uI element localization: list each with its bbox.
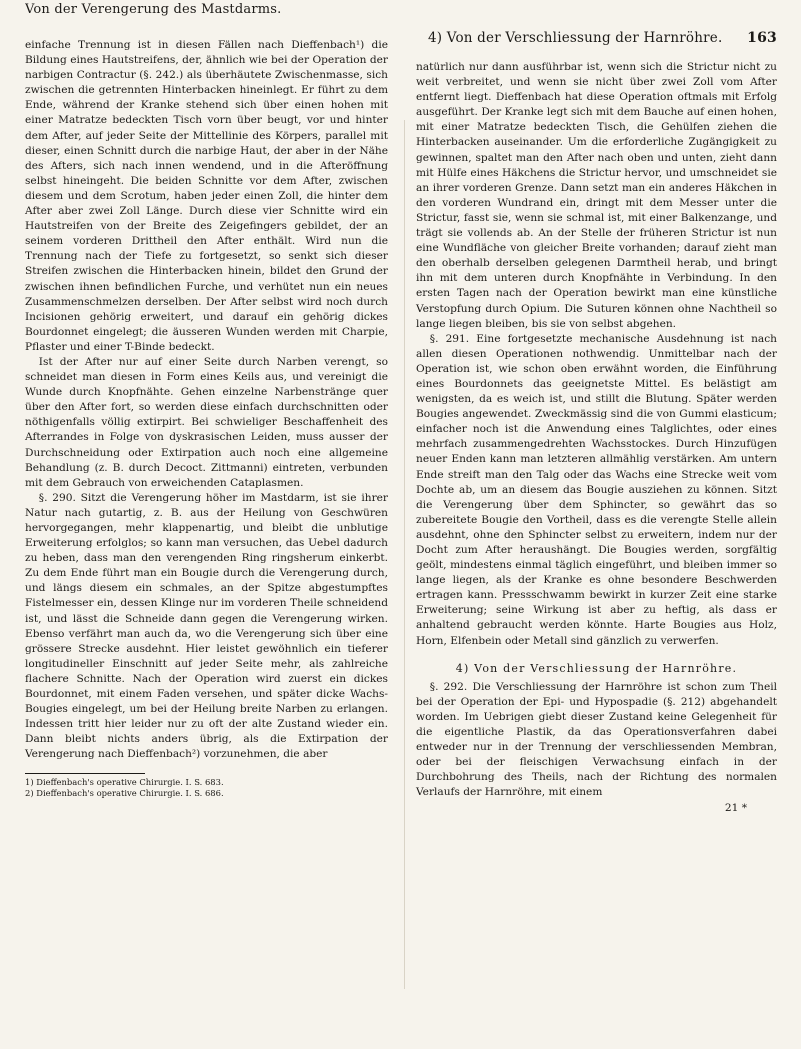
paragraph: §. 292. Die Verschliessung der Harnröhre ist schon zum Theil bei der Operation der Epi- und Hypospadie (§. 212) abgehandelt worden. Im Uebrigen giebt dieser Zustand keine Gelegenheit für die eigentliche Plastik, da das Operationsverfahren dabei entweder nur in der Trennung der verschliessenden Membran, oder bei der fleischigen Verwachsung einfach in der Durchbohrung des Theils, nach der Richtung des normalen Verlaufs der Harnröhre, mit einem xyxy=(416,680,777,799)
section-heading: 4) Von der Verschliessung der Harnröhre. xyxy=(455,661,738,675)
paragraph: §. 290. Sitzt die Verengerung höher im Mastdarm, ist sie ihrer Natur nach gutartig, z. B. aus der Heilung von Geschwüren hervorgegangen, mehr klappenartig, und bleibt die unblutige Erweiterung erfolglos; so kann man versuchen, das Uebel dadurch zu heben, dass man den verengenden Ring ringsherum einkerbt. Zu dem Ende führt man ein Bougie durch die Verengerung durch, und längs diesem ein schmales, an der Spitze abgestumpftes Fistelmesser ein, dessen Klinge nur im vorderen Theile schneidend ist, und lässt die Schneide dann gegen die Verengerung wirken. Ebenso verfährt man auch da, wo die Verengerung sich über eine grössere Strecke ausdehnt. Hier leistet gewöhnlich ein tieferer longitudineller Einschnitt auf jeder Seite mehr, als zahlreiche flachere Schnitte. Nach der Operation wird zuerst ein dickes Bourdonnet, mit einem Faden versehen, und später dicke Wachs-Bougies eingelegt, um bei der Heilung breite Narben zu erlangen. Indessen tritt hier leider nur zu oft der alte Zustand wieder ein. Dann bleibt nichts anders übrig, als die Extirpation der Verengerung nach Dieffenbach²) vorzunehmen, die aber xyxy=(25,491,388,761)
paragraph: einfache Trennung ist in diesen Fällen nach Dieffenbach¹) die Bildung eines Hautstreifens, der, ähnlich wie bei der Operation der narbigen Contractur (§. 242.) als überhäutete Zwischenmasse, sich zwischen die getrennten Hinterbacken hineinlegt. Er führt zu dem Ende, während der Kranke stehend sich über einen hohen mit einer Matratze bedeckten Tisch vorn über beugt, vor und hinter dem After, auf jeder Seite der Mittellinie des Körpers, parallel mit dieser, einen Schnitt durch die narbige Haut, der aber in der Nähe des Afters, sich nach innen wendend, und in die Afteröffnung selbst hineingeht. Die beiden Schnitte vor dem After, zwischen diesem und dem Scrotum, haben jeder einen Zoll, die hinter dem After aber zwei Zoll Länge. Durch diese vier Schnitte wird ein Hautstreifen von der Breite des Zeigefingers gebildet, der an seinem vorderen Drittheil den After enthält. Wird nun die Trennung nach der Tiefe zu fortgesetzt, so senkt sich dieser Streifen zwischen die Hinterbacken hinein, bildet den Grund der zwischen ihnen befindlichen Furche, und verhütet nun ein neues Zusammenschmelzen derselben. Der After selbst wird noch durch Incisionen gehörig erweitert, und darauf ein gehörig dickes Bourdonnet eingelegt; die äusseren Wunden werden mit Charpie, Pflaster und einer T-Binde bedeckt. xyxy=(25,39,388,353)
footnote: 1) Dieffenbach's operative Chirurgie. I. S. 683. xyxy=(25,776,224,787)
footnotes xyxy=(25,771,388,799)
page-number: 163 xyxy=(747,30,777,46)
running-head-left: Von der Verengerung des Mastdarms. xyxy=(25,2,282,17)
paragraph: §. 291. Eine fortgesetzte mechanische Ausdehnung ist nach allen diesen Operationen nothwendig. Unmittelbar nach der Operation ist, wie schon oben erwähnt worden, die Einführung eines Bourdonnets das geeignetste Mittel. Es belästigt am wenigsten, da es weich ist, und stillt die Blutung. Später werden Bougies angewendet. Zweckmässig sind die von Gummi elasticum; einfacher noch ist die Anwendung eines Talglichtes, oder eines mehrfach zusammengedrehten Wachsstockes. Durch Hinzufügen neuer Enden kann man letzteren allmählig verstärken. Am untern Ende streift man den Talg oder das Wachs eine Strecke weit vom Dochte ab, um an diesem das Bougie ausziehen zu können. Sitzt die Verengerung über dem Sphincter, so gewährt das so zubereitete Bougie den Vortheil, dass es die verengte Stelle allein ausdehnt, ohne den Sphincter selbst zu erweitern, indem nur der Docht zum After heraushängt. Die Bougies werden, sorgfältig geölt, mindestens einmal täglich eingeführt, und bleiben immer so lange liegen, als der Kranke es ohne besondere Beschwerden ertragen kann. Pressschwamm bewirkt in kurzer Zeit eine starke Erweiterung; seine Wirkung ist aber zu heftig, als dass er anhaltend gebraucht werden könnte. Harte Bougies aus Holz, Horn, Elfenbein oder Metall sind gänzlich zu verwerfen. xyxy=(416,332,777,647)
running-head-title: 4) Von der Verschliessung der Harnröhre. xyxy=(428,30,723,46)
left-body-text xyxy=(25,38,388,763)
paragraph: Ist der After nur auf einer Seite durch Narben verengt, so schneidet man diesen in Form eines Keils aus, und vereinigt die Wunde durch Knopfnähte. Gehen einzelne Narbenstränge quer über den After fort, so werden diese einfach durchschnitten oder nöthigenfalls völlig extirpirt. Bei schwieliger Beschaffenheit des Afterrandes in Folge von dyskrasischen Leiden, muss ausser der Durchschneidung oder Extirpation auch noch eine allgemeine Behandlung (z. B. durch Decoct. Zittmanni) eintreten, verbunden mit dem Gebrauch von erweichenden Cataplasmen. xyxy=(25,355,388,489)
footnote: 2) Dieffenbach's operative Chirurgie. I. S. 686. xyxy=(25,787,224,798)
right-body-text xyxy=(416,60,777,816)
paragraph: natürlich nur dann ausführbar ist, wenn sich die Strictur nicht zu weit verbreitet, und wenn sie nicht über zwei Zoll vom After entfernt liegt. Dieffenbach hat diese Operation oftmals mit Erfolg ausgeführt. Der Kranke legt sich mit dem Bauche auf einen hohen, mit einer Matratze bedeckten Tisch, die Gehülfen ziehen die Hinterbacken auseinander. Um die erforderliche Zugängigkeit zu gewinnen, spaltet man den After nach oben und unten, zieht dann mit Hülfe eines Häkchens die Strictur hervor, und umschneidet sie an ihrer vorderen Grenze. Dann setzt man ein anderes Häkchen in den vorderen Wundrand ein, dringt mit dem Messer unter die Strictur, fasst sie, wenn sie schmal ist, mit einer Balkenzange, und trägt sie vollends ab. An der Stelle der früheren Strictur ist nun eine Wundfläche von gleicher Breite vorhanden; darauf zieht man den oberhalb derselben gelegenen Darmtheil herab, und bringt ihn mit dem unteren durch Knopfnähte in Verbindung. In den ersten Tagen nach der Operation bewirkt man eine künstliche Verstopfung durch Opium. Die Suturen können ohne Nachtheil so lange liegen bleiben, bis sie von selbst abgehen. xyxy=(416,61,777,330)
right-column xyxy=(402,0,801,1049)
signature-mark: 21 * xyxy=(724,801,747,814)
running-head-right xyxy=(416,30,777,50)
